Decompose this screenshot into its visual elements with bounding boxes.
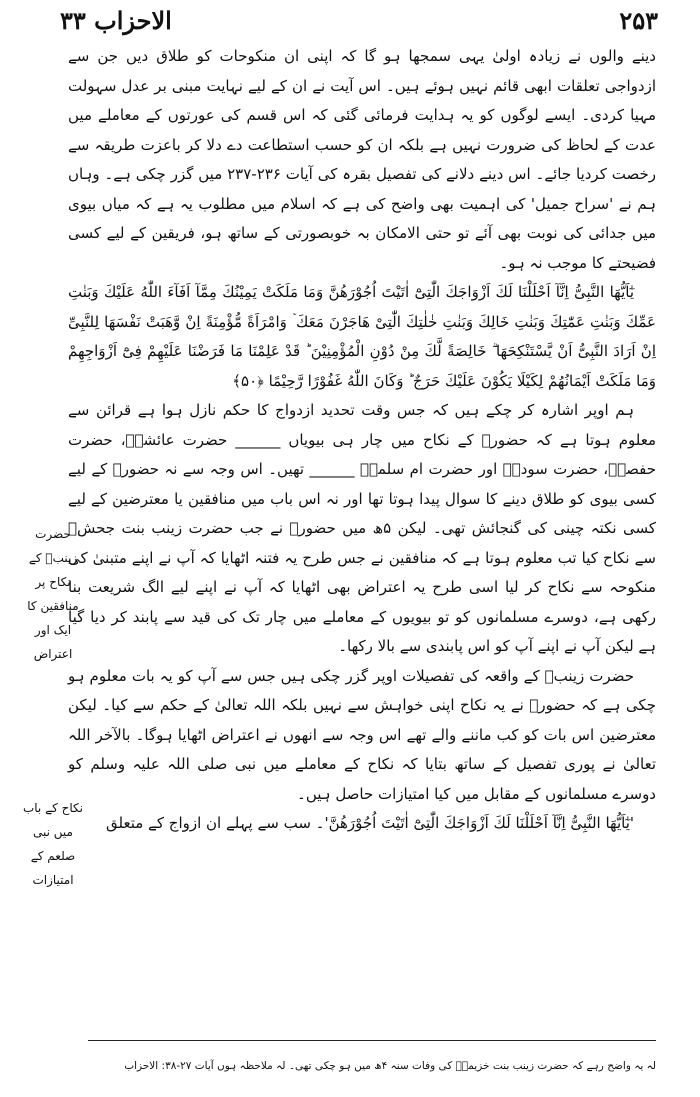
page-number: ۲۵۳ [619, 6, 658, 35]
page-header [60, 6, 658, 36]
paragraph-1: دینے والوں نے زیادہ اولیٰ یہی سمجھا ہو گا کہ اپنی ان منکوحات کو طلاق دیں جن سے ازدواجی تعلقات ابھی قائم نہیں ہوئے ہیں۔ اس آیت نے ان کے لیے نہایت مبنی بر عدل سہولت مہیا کردی۔ ایسے لوگوں کو یہ ہدایت فرمائی گئی کہ اس قسم کی عورتوں کے معاملے میں عدت کے لحاظ کی ضرورت نہیں ہے بلکہ ان کو حسب استطاعت دے دلا کر باعزت طریقہ سے رخصت کردیا جائے۔ اس دینے دلانے کی تفصیل بقرہ کی آیات ۲۳۶-۲۳۷ میں گزر چکی ہے۔ وہاں ہم نے 'سراح جمیل' کی اہمیت بھی واضح کی ہے کہ اسلام میں مطلوب یہ ہے کہ میاں بیوی میں جدائی کی نوبت بھی آئے تو حتی الامکان بہ خوبصورتی کے ساتھ ہو، فریقین کے لیے کسی فضیحتے کا موجب نہ ہو۔ [68, 47, 656, 272]
running-head: الاحزاب ۳۳ [60, 6, 172, 35]
paragraph-2: ہم اوپر اشارہ کر چکے ہیں کہ جس وقت تحدید ازدواج کا حکم نازل ہوا ہے قرائن سے معلوم ہوتا ہے کہ حضورؐ کے نکاح میں چار ہی بیویاں ______ حضرت عائشہؓ، حضرت حفصہؓ، حضرت سودہؓ اور حضرت ام سلمہؓ ______ تھیں۔ اس وجہ سے نہ حضورؐ کے لیے کسی بیوی کو طلاق دینے کا سوال پیدا ہوتا تھا اور نہ اس باب میں منافقین یا معترضین کے لیے کسی نکتہ چینی کی گنجائش تھی۔ لیکن ۵ھ میں حضورؐ نے جب حضرت زینب بنت جحشؓ سے نکاح کیا تب معلوم ہوتا ہے کہ منافقین نے جس طرح یہ فتنہ اٹھایا کہ آپ نے اپنے متبنیٰ کی منکوحہ سے نکاح کر لیا اسی طرح یہ اعتراض بھی اٹھایا کہ آپ نے اپنے لیے الگ شریعت بنا رکھی ہے، دوسرے مسلمانوں کو تو بیویوں کے معاملے میں چار تک کی قید سے پابند کر دیا گیا ہے لیکن آپ نے اپنے آپ کو اس پابندی سے بالا رکھا۔ [68, 401, 657, 655]
footnote: لہ یہ واضح رہے کہ حضرت زینب بنت خزیمہؓ کی وفات سنہ ۴ھ میں ہو چکی تھی۔ لہ ملاحظہ ہوں آیات ۲۷-۳۸: الاحزاب [124, 1060, 656, 1072]
margin-note-objection: حضرت زینبؓ کے نکاح پر منافقین کا ایک اور اعتراض [27, 527, 79, 661]
paragraph-4: 'یٰٓاَیُّهَا النَّبِیُّ اِنَّآ اَحْلَلْنَا لَكَ اَزْوَاجَكَ الّٰتِیْٓ اٰتَیْتَ اُجُوْرَهُنَّ'۔ سب سے پہلے ان ازواج کے متعلق [106, 814, 634, 832]
main-text [68, 42, 656, 839]
paragraph-3: حضرت زینبؓ کے واقعہ کی تفصیلات اوپر گزر چکی ہیں جس سے آپ کو یہ بات معلوم ہو چکی ہے کہ حضورؐ نے یہ نکاح اپنی خواہش سے نہیں بلکہ اللہ تعالیٰ کے حکم سے کیا۔ لیکن معترضین اس بات کو کب ماننے والے تھے اس وجہ سے انھوں نے اعتراض اٹھایا ہوگا۔ بالآخر اللہ تعالیٰ نے پوری تفصیل کے ساتھ بتایا کہ نکاح کے معاملے میں نبی صلی اللہ علیہ وسلم کو دوسرے مسلمانوں کے مقابل میں کیا امتیازات حاصل ہیں۔ [68, 666, 656, 803]
margin-note-distinctions: نکاح کے باب میں نبی صلعم کے امتیازات [22, 801, 84, 887]
footnote-divider [88, 1040, 656, 1041]
quran-verse: یٰٓاَیُّهَا النَّبِیُّ اِنَّآ اَحْلَلْنَا لَكَ اَزْوَاجَكَ الّٰتِیْٓ اٰتَیْتَ اُجُوْرَهُنَّ وَمَا مَلَكَتْ یَمِیْنُكَ مِمَّآ اَفَآءَ اللّٰهُ عَلَیْكَ وَبَنٰتِ عَمِّكَ وَبَنٰتِ عَمّٰتِكَ وَبَنٰتِ خَالِكَ وَبَنٰتِ خٰلٰتِكَ الّٰتِیْ هَاجَرْنَ مَعَكَ ۡ وَامْرَاَةً مُّؤْمِنَةً اِنْ وَّهَبَتْ نَفْسَهَا لِلنَّبِیِّ اِنْ اَرَادَ النَّبِیُّ اَنْ یَّسْتَنْكِحَهَا ۗ خَالِصَةً لَّكَ مِنْ دُوْنِ الْمُؤْمِنِیْنَ ؕ قَدْ عَلِمْنَا مَا فَرَضْنَا عَلَیْهِمْ فِیْٓ اَزْوَاجِهِمْ وَمَا مَلَكَتْ اَیْمَانُهُمْ لِكَیْلَا یَكُوْنَ عَلَیْكَ حَرَجٌ ؕ وَكَانَ اللّٰهُ غَفُوْرًا رَّحِیْمًا ﴿۵۰﴾ [68, 283, 656, 390]
